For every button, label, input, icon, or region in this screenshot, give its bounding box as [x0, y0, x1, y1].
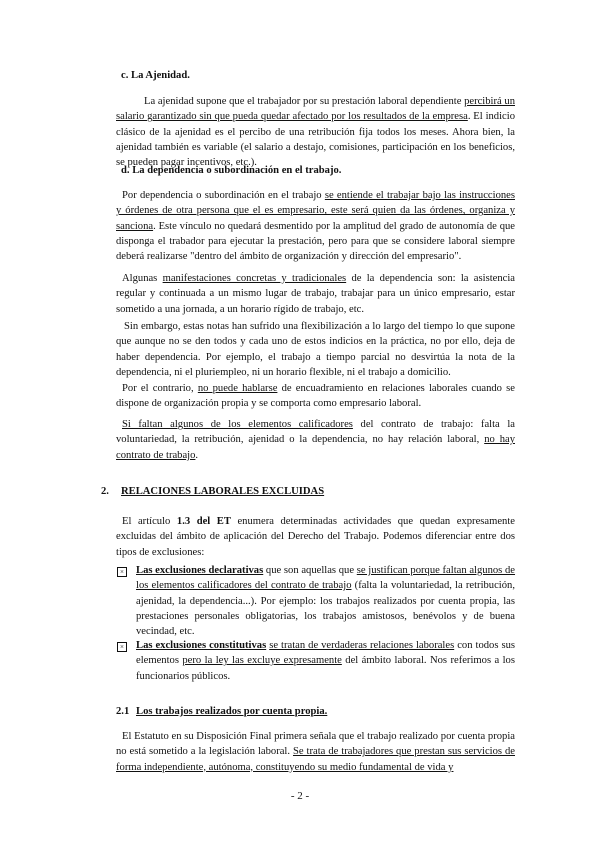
paragraph-dependencia-2: Algunas manifestaciones concretas y tradicionales de la dependencia son: la asistencia regular y continuada a un mismo lugar de trabajo, trabajar para un único empresario, estar sometido a una jornada, a un horario rígido de trabajo, etc. — [116, 273, 515, 315]
bullet-box-icon: × — [117, 642, 127, 652]
heading-ajenidad: c. La Ajenidad. — [121, 70, 190, 81]
list-item-exclusiones-declarativas: Las exclusiones declarativas que son aquellas que se justifican porque faltan algunos de los elementos calificadores del contrato de trabajo (falta la voluntariedad, la retribución, ajenidad, la dependencia...). Por ejemplo: los trabajos realizados por cuenta propia, las prestaciones personales obligatorias, los trabajos amistosos, benévolos y de buena vecindad, etc. — [136, 565, 516, 638]
paragraph-dependencia-5: Si faltan algunos de los elementos calificadores del contrato de trabajo: falta la voluntariedad, la retribución, ajenidad o la dependencia, no hay relación laboral, no hay contrato de trabajo. — [116, 419, 515, 461]
list-item-exclusiones-constitutivas: Las exclusiones constitutivas se tratan de verdaderas relaciones laborales con todos sus elementos pero la ley las excluye expresamente del ámbito laboral. Nos referimos a los funcionarios públicos. — [136, 640, 515, 682]
paragraph-cuenta-propia: El Estatuto en su Disposición Final primera señala que el trabajo realizado por cuenta propia no está sometido a la legislación laboral. Se trata de trabajadores que prestan sus servicios de forma independiente, autónoma, constituyendo su medio fundamental de vida y — [116, 731, 515, 773]
heading-dependencia: d. La dependencia o subordinación en el trabajo. — [121, 165, 342, 176]
paragraph-dependencia-3: Sin embargo, estas notas han sufrido una flexibilización a lo largo del tiempo lo que supone que aunque no se den todos y cada uno de estos indicios en la práctica, no por ello, deja de haber dependencia. Por ejemplo, el trabajo a tiempo parcial no desvirtúa la nota de la dependencia, ni el pluriempleo, ni un horario flexible, ni el trabajo a domicilio. — [116, 321, 515, 378]
section-number-2: 2. — [101, 486, 109, 497]
paragraph-dependencia-4: Por el contrario, no puede hablarse de encuadramiento en relaciones laborales cuando se dispone de organización propia y se comporta como empresario laboral. — [116, 383, 515, 410]
paragraph-ajenidad: La ajenidad supone que el trabajador por su prestación laboral dependiente percibirá un salario garantizado sin que pueda quedar afectado por los resultados de la empresa. El indicio clásico de la ajenidad es el percibo de una retribución fija todos los meses. Ahora bien, la ajenidad también es variable (el salario a destajo, comisiones, participación en los beneficios, se pueden pagar incentivos, etc.). — [116, 96, 515, 169]
section-number-2-1: 2.1 — [116, 706, 130, 717]
heading-trabajos-cuenta-propia: Los trabajos realizados por cuenta propia. — [136, 706, 328, 717]
paragraph-articulo-1-3: El artículo 1.3 del ET enumera determinadas actividades que quedan expresamente excluidas del ámbito de aplicación del Derecho del Trabajo. Podemos diferenciar entre dos tipos de exclusiones: — [116, 516, 515, 558]
heading-relaciones-excluidas: RELACIONES LABORALES EXCLUIDAS — [121, 486, 325, 497]
paragraph-dependencia-1: Por dependencia o subordinación en el trabajo se entiende el trabajar bajo las instrucciones y órdenes de otra persona que el es empresario, este será quien da las órdenes, organiza y sanciona. Este vínculo no quedará desmentido por la amplitud del grado de autonomía de que disponga el trabador para ejecutar la prestación, pero para que se considere laboral siempre deberá realizarse "dentro del ámbito de organización y dirección del empresario". — [116, 190, 515, 263]
page-number: - 2 - — [290, 790, 310, 802]
bullet-box-icon: × — [117, 567, 127, 577]
